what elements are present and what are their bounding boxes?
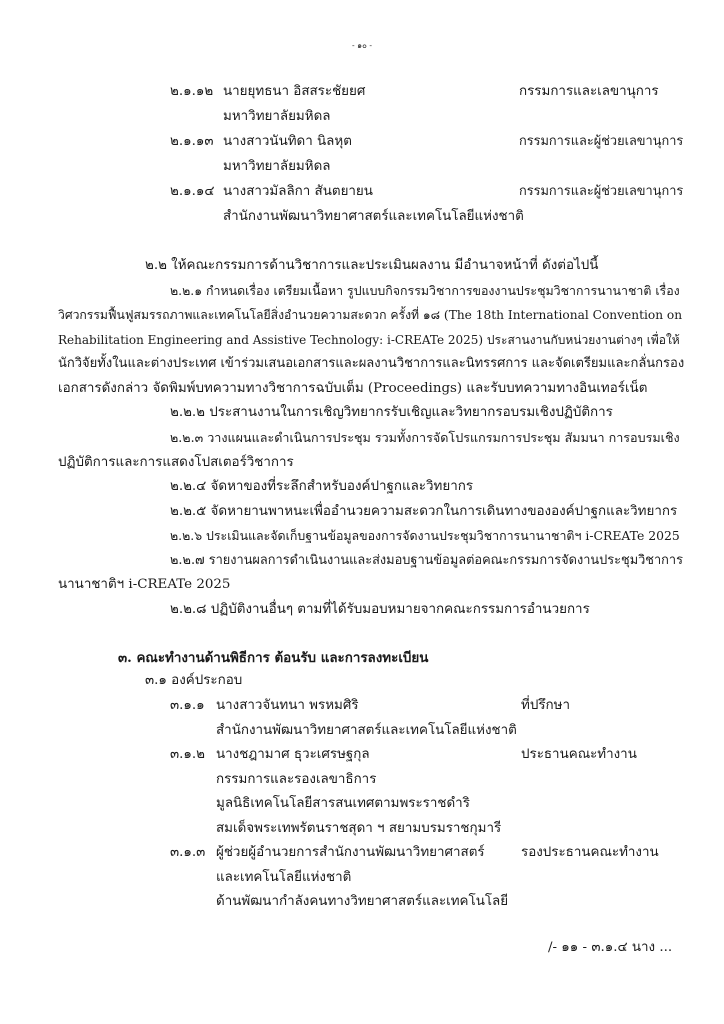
paragraph-line: ๒.๒.๑ กำหนดเรื่อง เตรียมเนื้อหา รูปแบบกิจกรรมวิชาการของงานประชุมวิชาการนานาชาติ เรื่อง (170, 283, 680, 298)
member-org: สำนักงานพัฒนาวิทยาศาสตร์และเทคโนโลยีแห่งชาติ (223, 209, 524, 224)
section-heading: ๓. คณะทำงานด้านพิธีการ ต้อนรับ และการลงทะเบียน (118, 650, 429, 666)
section-intro: ๒.๒ ให้คณะกรรมการด้านวิชาการและประเมินผลงาน มีอำนาจหน้าที่ ดังต่อไปนี้ (145, 258, 599, 273)
member-name: นางสาวมัลลิกา สันตยายน (223, 184, 373, 199)
member-role: ประธานคณะทำงาน (521, 747, 637, 762)
member-org: กรรมการและรองเลขาธิการ (216, 772, 377, 787)
member-name: นางสาวนันทิดา นิลหุต (223, 134, 352, 149)
paragraph-line: ๒.๒.๘ ปฏิบัติงานอื่นๆ ตามที่ได้รับมอบหมายจากคณะกรรมการอำนวยการ (170, 602, 590, 617)
member-role: ที่ปรึกษา (521, 698, 570, 713)
member-org: มหาวิทยาลัยมหิดล (223, 109, 331, 124)
member-org: และเทคโนโลยีแห่งชาติ (216, 870, 352, 885)
member-org: มหาวิทยาลัยมหิดล (223, 159, 331, 174)
subsection-heading: ๓.๑ องค์ประกอบ (145, 673, 243, 688)
member-org: สำนักงานพัฒนาวิทยาศาสตร์และเทคโนโลยีแห่งชาติ (216, 723, 517, 738)
member-role: รองประธานคณะทำงาน (521, 845, 659, 860)
member-role: กรรมการและเลขานุการ (519, 84, 659, 99)
member-number: ๒.๑.๑๒ (170, 84, 214, 99)
member-role: กรรมการและผู้ช่วยเลขานุการ (519, 184, 684, 199)
member-org: ด้านพัฒนากำลังคนทางวิทยาศาสตร์และเทคโนโลยี (216, 894, 509, 909)
member-role: กรรมการและผู้ช่วยเลขานุการ (519, 134, 684, 149)
page-number: - ๑๐ - (352, 41, 372, 50)
member-number: ๓.๑.๓ (170, 845, 206, 860)
paragraph-line: ปฏิบัติการและการแสดงโปสเตอร์วิชาการ (58, 455, 294, 470)
member-name: นางสาวจันทนา พรหมศิริ (216, 698, 359, 713)
member-number: ๓.๑.๑ (170, 698, 205, 713)
member-name: ผู้ช่วยผู้อำนวยการสำนักงานพัฒนาวิทยาศาสตร์ (216, 845, 485, 860)
paragraph-line: เอกสารดังกล่าว จัดพิมพ์บทความทางวิชาการฉบับเต็ม (Proceedings) และรับบทความทางอินเทอร์เน็ต (58, 381, 648, 396)
member-number: ๒.๑.๑๔ (170, 184, 215, 199)
continuation-note: /- ๑๑ - ๓.๑.๔ นาง ... (548, 940, 673, 955)
paragraph-line: นักวิจัยทั้งในและต่างประเทศ เข้าร่วมเสนอเอกสารและผลงานวิชาการและนิทรรศการ และจัดเตรียมและกลั่นกรอง (58, 356, 685, 371)
paragraph-line: ๒.๒.๒ ประสานงานในการเชิญวิทยากรรับเชิญและวิทยากรอบรมเชิงปฏิบัติการ (170, 405, 613, 420)
paragraph-line: วิศวกรรมฟื้นฟูสมรรถภาพและเทคโนโลยีสิ่งอำนวยความสะดวก ครั้งที่ ๑๘ (The 18th International Convention on (58, 308, 683, 322)
paragraph-line: ๒.๒.๔ จัดหาของที่ระลึกสำหรับองค์ปาฐกและวิทยากร (170, 479, 474, 494)
paragraph-line: ๒.๒.๖ ประเมินและจัดเก็บฐานข้อมูลของการจัดงานประชุมวิชาการนานาชาติฯ i-CREATe 2025 (170, 528, 680, 543)
member-org: มูลนิธิเทคโนโลยีสารสนเทศตามพระราชดำริ (216, 796, 470, 811)
member-org: สมเด็จพระเทพรัตนราชสุดา ฯ สยามบรมราชกุมารี (216, 821, 502, 836)
paragraph-line: ๒.๒.๗ รายงานผลการดำเนินงานและส่งมอบฐานข้อมูลต่อคณะกรรมการจัดงานประชุมวิชาการ (170, 553, 683, 568)
paragraph-line: Rehabilitation Engineering and Assistive Technology: i-CREATe 2025) ประสานงานกับหน่วยงานต่างๆ เพื่อให้ (58, 333, 680, 347)
paragraph-line: ๒.๒.๓ วางแผนและดำเนินการประชุม รวมทั้งการจัดโปรแกรมการประชุม สัมมนา การอบรมเชิง (170, 430, 680, 445)
paragraph-line: นานาชาติฯ i-CREATe 2025 (58, 577, 231, 592)
member-number: ๒.๑.๑๓ (170, 134, 214, 149)
member-name: นางชฎามาศ ธุวะเศรษฐกุล (216, 747, 370, 762)
member-name: นายยุทธนา อิสสระชัยยศ (223, 84, 366, 99)
member-number: ๓.๑.๒ (170, 747, 205, 762)
paragraph-line: ๒.๒.๕ จัดหายานพาหนะเพื่ออำนวยความสะดวกในการเดินทางขององค์ปาฐกและวิทยากร (170, 504, 678, 519)
